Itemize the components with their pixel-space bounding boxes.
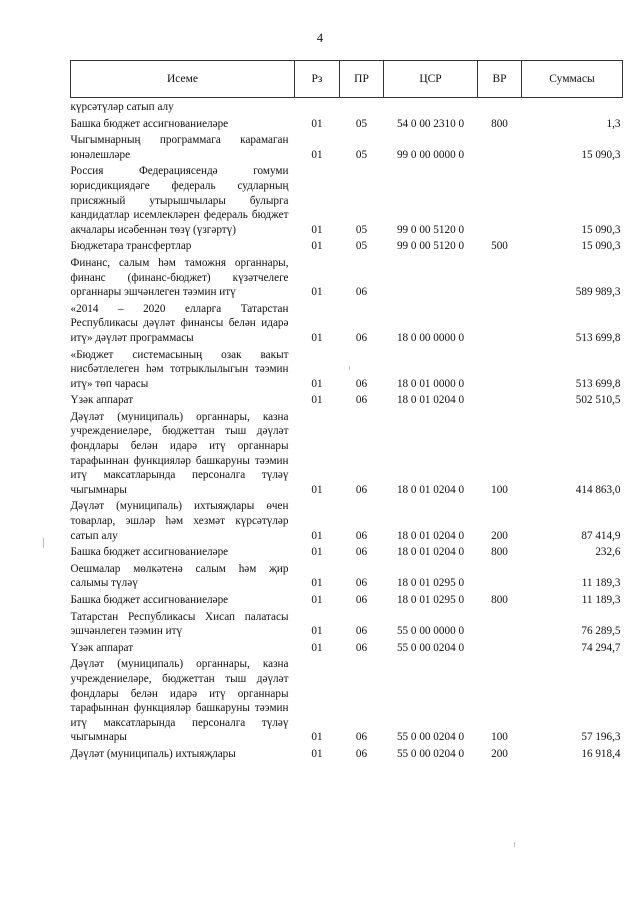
row-vr-cell: 800: [491, 117, 508, 130]
row-vr-cell: 800: [491, 594, 508, 606]
row-sum-cell: 232,6: [595, 546, 621, 559]
row-vr-cell: 500: [491, 240, 508, 253]
row-vr-cell: [478, 560, 522, 591]
row-vr-cell: [478, 254, 522, 300]
table-body: [71, 98, 623, 762]
row-csr-cell: 18 0 01 0204 0: [396, 529, 465, 542]
row-name-cell: Бюджетара трансфертлар: [70, 240, 192, 253]
row-vr-cell: [478, 639, 522, 656]
row-csr-cell: 54 0 00 2310 0: [396, 117, 465, 130]
row-pr-cell: 06: [355, 625, 368, 638]
row-csr-cell: [384, 98, 478, 115]
scan-mark: [514, 842, 515, 847]
row-sum-cell: 589 989,3: [575, 286, 621, 299]
row-sum-cell: 16 918,4: [581, 747, 621, 760]
row-pr-cell: 06: [355, 641, 368, 654]
row-pr-cell: 06: [355, 747, 368, 760]
table-row: [71, 346, 623, 392]
row-csr-cell: 18 0 01 0295 0: [396, 577, 465, 590]
row-rz-cell: [295, 98, 340, 115]
row-csr-cell: 18 0 01 0295 0: [396, 594, 465, 606]
row-pr-cell: [340, 98, 384, 115]
row-name-cell: Финанс, салым һәм таможня органнары, финанс (финанс-бюджет) күзәтчелеге органнары эшчәнлеген тәэмин итү: [70, 256, 289, 299]
row-sum-cell: [522, 98, 623, 115]
row-pr-cell: 06: [355, 577, 368, 590]
row-sum-cell: 502 510,5: [575, 394, 621, 407]
row-csr-cell: 55 0 00 0204 0: [396, 641, 465, 654]
budget-table: [70, 60, 623, 762]
row-name-cell: күрсәтүләр сатып алу: [70, 101, 174, 113]
row-csr-cell: 55 0 00 0204 0: [396, 731, 465, 744]
row-vr-cell: 100: [491, 731, 508, 744]
header-pr: ПР: [340, 61, 384, 98]
page-number: 4: [316, 31, 324, 45]
header-vr: ВР: [478, 61, 522, 98]
table-row: [71, 543, 623, 560]
row-name-cell: Үзәк аппарат: [70, 394, 134, 407]
row-csr-cell: 18 0 01 0204 0: [396, 546, 465, 559]
table-header: [71, 61, 623, 98]
row-rz-cell: 01: [311, 117, 323, 130]
row-sum-cell: 15 090,3: [581, 223, 621, 236]
row-pr-cell: 06: [355, 546, 368, 559]
row-csr-cell: 99 0 00 0000 0: [396, 148, 465, 161]
row-vr-cell: 200: [491, 747, 508, 760]
row-vr-cell: [478, 162, 522, 237]
row-sum-cell: 74 294,7: [581, 641, 621, 654]
table-row: [71, 237, 623, 254]
row-vr-cell: 100: [491, 483, 508, 496]
table-row: [71, 131, 623, 162]
table-row: [71, 115, 623, 132]
row-rz-cell: 01: [311, 641, 323, 654]
row-sum-cell: 11 189,3: [581, 577, 621, 590]
row-name-cell: «2014 – 2020 елларга Татарстан Республикасы дәүләт финансы белән идарә итү» дәүләт программасы: [70, 302, 289, 344]
row-sum-cell: 76 289,5: [581, 625, 621, 638]
table-row: [71, 560, 623, 591]
row-csr-cell: 99 0 00 5120 0: [396, 240, 465, 253]
row-vr-cell: [478, 300, 522, 346]
row-rz-cell: 01: [311, 747, 323, 760]
row-pr-cell: 05: [355, 117, 368, 130]
row-rz-cell: 01: [311, 529, 323, 542]
table-row: [71, 300, 623, 346]
table-row: [71, 162, 623, 237]
row-rz-cell: 01: [311, 331, 323, 344]
row-name-cell: Татарстан Республикасы Хисап палатасы эшчәнлеген тәэмин итү: [70, 610, 289, 638]
row-sum-cell: 513 699,8: [575, 331, 621, 344]
row-csr-cell: 18 0 01 0204 0: [396, 483, 465, 496]
row-name-cell: Үзәк аппарат: [70, 641, 134, 654]
table-row: [71, 254, 623, 300]
row-csr-cell: [384, 254, 478, 300]
row-rz-cell: 01: [311, 577, 323, 590]
row-sum-cell: 15 090,3: [581, 148, 621, 161]
row-vr-cell: [478, 98, 522, 115]
row-pr-cell: 06: [355, 331, 368, 344]
table-row: [71, 591, 623, 608]
row-vr-cell: [478, 391, 522, 408]
row-rz-cell: 01: [311, 286, 323, 299]
scan-mark: [349, 366, 350, 370]
row-name-cell: Башка бюджет ассигнованиеләре: [70, 117, 229, 130]
row-pr-cell: 05: [355, 223, 368, 236]
header-sum: Суммасы: [522, 61, 623, 98]
row-sum-cell: 15 090,3: [581, 240, 621, 253]
row-pr-cell: 06: [355, 394, 368, 407]
header-rz: Рз: [295, 61, 340, 98]
row-name-cell: Чыгымнарның программага карамаган юнәлешләре: [70, 134, 289, 161]
row-pr-cell: 05: [355, 148, 368, 161]
row-sum-cell: 87 414,9: [581, 529, 621, 542]
row-rz-cell: 01: [311, 731, 323, 744]
table-row: [71, 745, 623, 762]
row-sum-cell: 57 196,3: [581, 731, 621, 744]
scan-mark: [43, 538, 44, 548]
row-csr-cell: 55 0 00 0000 0: [396, 625, 465, 638]
row-csr-cell: 99 0 00 5120 0: [396, 223, 465, 236]
row-name-cell: Оешмалар мөлкәтенә салым һәм җир салымы түләү: [70, 562, 289, 590]
row-rz-cell: 01: [311, 546, 323, 559]
row-csr-cell: 18 0 01 0204 0: [396, 394, 465, 407]
row-rz-cell: 01: [311, 377, 323, 390]
header-name: Исеме: [71, 61, 295, 98]
header-csr: ЦСР: [384, 61, 478, 98]
row-csr-cell: 18 0 01 0000 0: [396, 377, 465, 390]
row-pr-cell: 06: [355, 377, 368, 390]
row-pr-cell: 06: [355, 286, 368, 299]
table-row: [71, 639, 623, 656]
row-name-cell: Дәүләт (муниципаль) органнары, казна учреждениеләре, бюджеттан тыш дәүләт фондлары белән идарә итү органнары тарафыннан функцияләр башкаруны тәэмин итү максатларында персоналга түләү чыгымнары: [70, 410, 289, 496]
row-pr-cell: 06: [355, 529, 368, 542]
row-sum-cell: 1,3: [606, 117, 621, 130]
row-csr-cell: 55 0 00 0204 0: [396, 747, 465, 760]
row-name-cell: Россия Федерациясендә гомуми юрисдикциядәге федераль судларның присяжный утырышчылары булырга кандидатлар исемлекләрен федераль бюджет акчалары исәбеннән төзү (үзгәртү): [70, 165, 289, 236]
table-row: [71, 391, 623, 408]
row-sum-cell: 414 863,0: [575, 483, 621, 496]
row-pr-cell: 06: [355, 731, 368, 744]
row-sum-cell: 11 189,3: [581, 594, 621, 606]
row-pr-cell: 06: [355, 594, 368, 606]
row-name-cell: Башка бюджет ассигнованиеләре: [70, 546, 229, 559]
row-csr-cell: 18 0 00 0000 0: [396, 331, 465, 344]
row-vr-cell: 200: [491, 529, 508, 542]
row-rz-cell: 01: [311, 223, 323, 236]
row-rz-cell: 01: [311, 148, 323, 161]
row-vr-cell: [478, 346, 522, 392]
row-pr-cell: 05: [355, 240, 368, 253]
table-row: [71, 408, 623, 498]
row-name-cell: «Бюджет системасының озак вакыт нисбәтлелеген һәм тотрыклылыгын тәэмин итү» төп чарасы: [70, 348, 289, 390]
row-name-cell: Дәүләт (муниципаль) ихтыяҗлары өчен товарлар, эшләр һәм хезмәт күрсәтүләр сатып алу: [70, 500, 289, 542]
table-row: [71, 497, 623, 543]
row-rz-cell: 01: [311, 240, 323, 253]
row-sum-cell: 513 699,8: [575, 377, 621, 390]
table-row: [71, 655, 623, 745]
row-name-cell: Башка бюджет ассигнованиеләре: [70, 594, 229, 606]
row-vr-cell: [478, 131, 522, 162]
row-pr-cell: 06: [355, 483, 368, 496]
row-vr-cell: 800: [491, 546, 508, 559]
row-rz-cell: 01: [311, 483, 323, 496]
row-rz-cell: 01: [311, 594, 323, 606]
row-name-cell: Дәүләт (муниципаль) органнары, казна учреждениеләре, бюджеттан тыш дәүләт фондлары белән идарә итү органнары тарафыннан функцияләр башкаруны тәэмин итү максатларында персоналга түләү чыгымнары: [70, 658, 289, 744]
row-rz-cell: 01: [311, 625, 323, 638]
table-row: [71, 608, 623, 639]
table-row: [71, 98, 623, 115]
budget-table-container: [70, 60, 622, 762]
row-name-cell: Дәүләт (муниципаль) ихтыяҗлары: [70, 747, 236, 760]
row-vr-cell: [478, 608, 522, 639]
row-rz-cell: 01: [311, 394, 323, 407]
